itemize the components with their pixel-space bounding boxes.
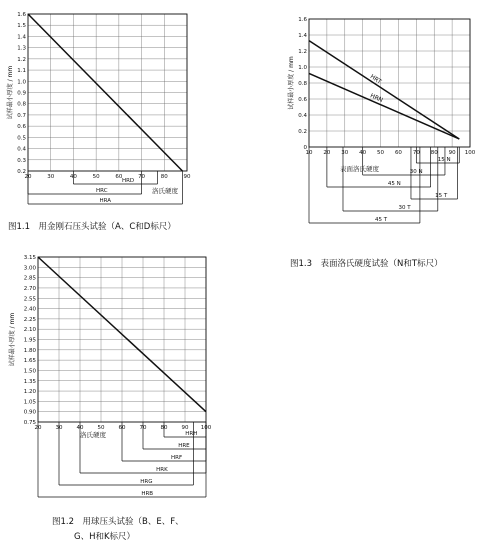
range-label: HRK <box>156 467 168 473</box>
x-tick-label: 10 <box>305 150 313 156</box>
scale-label: 洛氏硬度 <box>80 431 106 439</box>
y-tick-label: 0.8 <box>298 81 307 87</box>
y-axis-label: 试样最小厚度 / mm <box>288 56 295 110</box>
range-label: 15 N <box>437 157 451 163</box>
y-tick-label: 2.70 <box>23 285 36 292</box>
range-label: HRE <box>178 443 190 449</box>
series-line-1 <box>309 41 459 139</box>
y-tick-label: 1.65 <box>23 358 36 365</box>
x-axis-label: 表面洛氏硬度 <box>340 165 379 173</box>
chart-3 <box>8 255 212 542</box>
x-tick-label: 20 <box>34 425 42 431</box>
x-tick-label: 80 <box>160 174 168 180</box>
x-tick-label: 80 <box>160 425 168 431</box>
series-label: HRT <box>368 73 383 86</box>
x-tick-label: 90 <box>183 174 191 180</box>
figure-caption: 图1.1 用金刚石压头试验（A、C和D标尺） <box>8 222 176 232</box>
x-tick-label: 50 <box>97 425 105 431</box>
x-tick-label: 50 <box>377 150 385 156</box>
y-tick-label: 1.50 <box>23 368 36 375</box>
x-tick-label: 20 <box>323 150 331 156</box>
range-label: 45 T <box>375 217 388 223</box>
x-tick-label: 90 <box>448 150 456 156</box>
figure-caption: 图1.2 用球压头试验（B、E、F、 <box>52 517 184 527</box>
y-tick-label: 1.1 <box>17 68 26 75</box>
y-tick-label: 1.4 <box>298 33 307 39</box>
x-tick-label: 100 <box>464 150 476 156</box>
x-tick-label: 80 <box>430 150 438 156</box>
x-tick-label: 100 <box>200 425 212 431</box>
y-tick-label: 1.05 <box>23 399 36 406</box>
y-tick-label: 3.00 <box>23 265 36 272</box>
y-tick-label: 0.4 <box>17 146 26 153</box>
y-tick-label: 1.5 <box>17 23 26 30</box>
chart-2 <box>287 17 476 269</box>
figure-caption: 图1.3 表面洛氏硬度试验（N和T标尺） <box>290 259 443 269</box>
series-line-2 <box>309 73 459 139</box>
range-label: HRB <box>141 491 154 497</box>
x-tick-label: 30 <box>55 425 63 431</box>
range-label: HRH <box>185 431 198 437</box>
y-tick-label: 1.2 <box>298 49 307 55</box>
x-tick-label: 90 <box>181 425 189 431</box>
range-label: 15 T <box>435 193 448 199</box>
y-tick-label: 1.2 <box>17 56 26 63</box>
y-tick-label: 3.15 <box>23 255 36 261</box>
y-axis-label: 试样最小厚度 / mm <box>7 65 14 120</box>
y-axis-label: 试样最小厚度 / mm <box>9 312 16 367</box>
y-tick-label: 2.55 <box>23 296 36 303</box>
chart-1 <box>6 12 191 232</box>
range-label: 45 N <box>387 181 401 187</box>
x-tick-label: 30 <box>47 174 55 180</box>
y-tick-label: 1.95 <box>23 337 36 344</box>
y-tick-label: 0.3 <box>17 157 26 164</box>
y-tick-label: 1.6 <box>298 17 307 23</box>
x-tick-label: 30 <box>341 150 349 156</box>
y-tick-label: 0.6 <box>17 124 26 131</box>
range-label: HRF <box>171 455 183 461</box>
y-tick-label: 0.4 <box>298 113 307 119</box>
y-tick-label: 1.35 <box>23 378 36 385</box>
y-tick-label: 0.9 <box>17 90 26 97</box>
series-label: HRN <box>369 92 384 105</box>
x-tick-label: 70 <box>138 174 146 180</box>
y-tick-label: 1.20 <box>23 389 36 396</box>
y-tick-label: 0.2 <box>17 169 26 175</box>
x-tick-label: 40 <box>359 150 367 156</box>
y-tick-label: 0.7 <box>17 112 26 119</box>
y-tick-label: 0.75 <box>23 420 36 426</box>
range-label: 30 T <box>398 205 411 211</box>
y-tick-label: 1.6 <box>17 12 26 18</box>
y-tick-label: 2.85 <box>23 275 36 282</box>
y-tick-label: 1.3 <box>17 45 26 52</box>
x-tick-label: 60 <box>394 150 402 156</box>
y-tick-label: 0.8 <box>17 101 26 108</box>
figure-caption: G、H和K标尺） <box>74 532 136 542</box>
range-label: HRC <box>96 188 108 194</box>
y-tick-label: 0.2 <box>298 129 307 135</box>
y-tick-label: 2.25 <box>23 316 36 323</box>
x-tick-label: 50 <box>92 174 100 180</box>
x-tick-label: 70 <box>412 150 420 156</box>
range-label: HRA <box>99 198 111 204</box>
x-tick-label: 60 <box>118 425 126 431</box>
y-tick-label: 1.4 <box>17 34 26 41</box>
y-tick-label: 1.80 <box>23 347 36 354</box>
scale-label: 洛氏硬度 <box>152 187 178 195</box>
y-tick-label: 1.0 <box>17 79 26 86</box>
y-tick-label: 0 <box>303 145 307 151</box>
y-tick-label: 0.5 <box>17 135 26 142</box>
x-tick-label: 70 <box>139 425 147 431</box>
x-tick-label: 40 <box>69 174 77 180</box>
range-label: HRG <box>140 479 153 485</box>
y-tick-label: 2.40 <box>23 306 36 313</box>
y-tick-label: 1.0 <box>298 65 307 71</box>
x-tick-label: 60 <box>115 174 123 180</box>
x-tick-label: 20 <box>24 174 32 180</box>
y-tick-label: 0.6 <box>298 97 307 103</box>
range-label: HRD <box>121 178 135 184</box>
range-label: 30 N <box>409 169 423 175</box>
y-tick-label: 2.10 <box>23 327 36 334</box>
y-tick-label: 0.90 <box>23 409 36 416</box>
x-tick-label: 40 <box>76 425 84 431</box>
